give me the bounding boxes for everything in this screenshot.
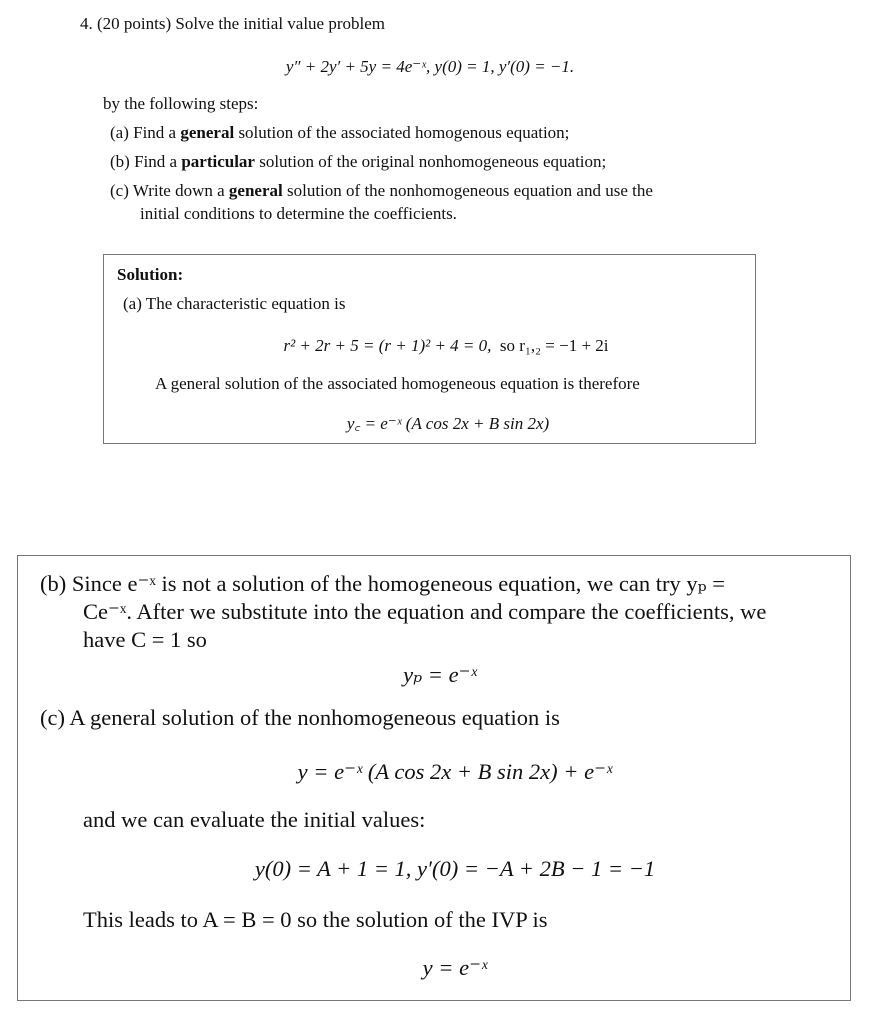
c-line: (c) A general solution of the nonhomogeneous equation is xyxy=(40,705,560,730)
eval-text: and we can evaluate the initial values: xyxy=(83,807,426,832)
step-b: (b) Find a particular solution of the original nonhomogeneous equation; xyxy=(110,152,607,171)
b-line-3: have C = 1 so xyxy=(83,627,207,652)
general-solution-text: A general solution of the associated homogeneous equation is therefore xyxy=(155,374,640,393)
b-line-2: Ce⁻ˣ. After we substitute into the equation and compare the coefficients, we xyxy=(83,599,767,624)
y-general-equation: y = e⁻ˣ (A cos 2x + B sin 2x) + e⁻ˣ xyxy=(297,759,613,784)
solution-title: Solution: xyxy=(117,265,184,284)
step-c: (c) Write down a general solution of the nonhomogeneous equation and use the xyxy=(110,181,653,200)
solution-a-intro: (a) The characteristic equation is xyxy=(123,294,346,313)
b-line-1: (b) Since e⁻ˣ is not a solution of the homogeneous equation, we can try yₚ = xyxy=(40,571,725,596)
leads-text: This leads to A = B = 0 so the solution of the IVP is xyxy=(83,907,548,932)
yc-equation: y꜀ = e⁻ˣ (A cos 2x + B sin 2x) xyxy=(346,414,550,433)
initial-values-equation: y(0) = A + 1 = 1, y′(0) = −A + 2B − 1 = −1 xyxy=(254,856,656,881)
yp-equation: yₚ = e⁻ˣ xyxy=(403,662,477,687)
characteristic-equation: r² + 2r + 5 = (r + 1)² + 4 = 0, so r₁,₂ = −1 + 2i xyxy=(283,336,609,355)
steps-intro: by the following steps: xyxy=(103,94,259,113)
step-c-continuation: initial conditions to determine the coefficients. xyxy=(140,204,457,223)
final-solution: y = e⁻ˣ xyxy=(422,955,488,980)
problem-header: 4. (20 points) Solve the initial value problem xyxy=(80,14,386,33)
problem-equation: y″ + 2y′ + 5y = 4e⁻ˣ, y(0) = 1, y′(0) = −1. xyxy=(285,57,575,76)
step-a: (a) Find a general solution of the associated homogenous equation; xyxy=(110,123,570,142)
